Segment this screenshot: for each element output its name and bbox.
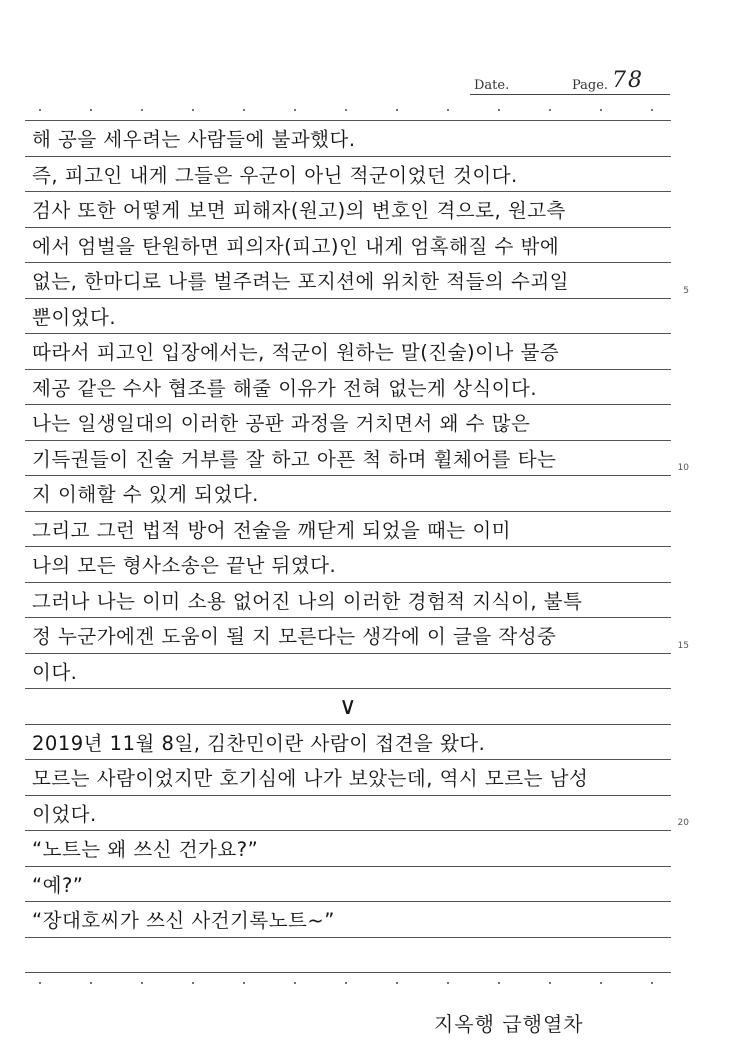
line-text: 나는 일생일대의 이러한 공판 과정을 거치면서 왜 수 많은 (32, 412, 531, 436)
text-line-11 (25, 476, 671, 512)
text-line-20 (25, 796, 689, 832)
ruling-dot (243, 982, 245, 984)
ruling-dot (90, 982, 92, 984)
line-text: “장대호씨가 쓰신 사건기록노트~” (32, 909, 335, 933)
ruling-dot (600, 982, 602, 984)
ruling-dot (498, 109, 500, 111)
text-line-22 (25, 867, 671, 903)
ruling-dot (192, 109, 194, 111)
ruling-dot (90, 109, 92, 111)
text-line-12 (25, 512, 671, 548)
text-line-21 (25, 831, 671, 867)
ruling-dot (549, 982, 551, 984)
ruling-dot (243, 109, 245, 111)
line-number: 20 (677, 818, 689, 828)
ruling-dot (39, 109, 41, 111)
line-text: 없는, 한마디로 나를 벌주려는 포지션에 위치한 적들의 수괴일 (32, 270, 570, 294)
page-number: 78 (612, 68, 644, 93)
line-text: 나의 모든 형사소송은 끝난 뒤였다. (32, 554, 337, 578)
line-number: 15 (677, 640, 689, 651)
signature: 지옥행 급행열차 (434, 1012, 584, 1036)
ruling-dot (396, 109, 398, 111)
text-line-1 (25, 121, 671, 157)
text-line-4 (25, 228, 671, 264)
text-line-10 (25, 441, 689, 477)
ruling-dot (294, 982, 296, 984)
text-line-16 (25, 654, 671, 690)
line-text: 제공 같은 수사 협조를 해줄 이유가 전혀 없는게 상식이다. (32, 376, 538, 400)
text-line-17 (25, 689, 671, 725)
ruling-dot (141, 982, 143, 984)
line-text: 이다. (32, 660, 78, 684)
line-text: 그리고 그런 법적 방어 전술을 깨닫게 되었을 때는 이미 (32, 518, 512, 542)
ruled-notebook-area (25, 100, 689, 993)
line-text: 그러나 나는 이미 소용 없어진 나의 이러한 경험적 지식이, 불특 (32, 589, 583, 613)
text-line-14 (25, 583, 671, 619)
text-line-2 (25, 157, 671, 193)
line-text: 따라서 피고인 입장에서는, 적군이 원하는 말(진술)이나 물증 (32, 341, 560, 365)
ruling-dot (294, 109, 296, 111)
ruling-dot (396, 982, 398, 984)
text-line-7 (25, 334, 671, 370)
line-text: 에서 엄벌을 탄원하면 피의자(피고)인 내게 엄혹해질 수 밖에 (32, 234, 560, 258)
page-label: Page. (572, 78, 609, 93)
ruling-dot (549, 109, 551, 111)
ruling-dot (447, 982, 449, 984)
line-text: “예?” (32, 873, 84, 897)
ruling-dot (498, 982, 500, 984)
text-line-18 (25, 725, 671, 761)
text-line-19 (25, 760, 671, 796)
text-line-13 (25, 547, 671, 583)
ruling-dot (447, 109, 449, 111)
top-dot-row (25, 100, 671, 121)
bottom-dot-row (25, 972, 671, 993)
date-label: Date. (474, 78, 510, 93)
text-line-9 (25, 405, 671, 441)
ruling-dot (345, 109, 347, 111)
ruling-dot (600, 109, 602, 111)
ruling-dot (651, 109, 653, 111)
line-text: 뿐이었다. (32, 305, 117, 329)
ruling-dot (192, 982, 194, 984)
line-text: 즉, 피고인 내게 그들은 우군이 아닌 적군이었던 것이다. (32, 163, 518, 187)
text-line-24 (25, 938, 671, 974)
ruling-dot (141, 109, 143, 111)
line-text: 정 누군가에겐 도움이 될 지 모른다는 생각에 이 글을 작성중 (32, 625, 557, 649)
text-line-6 (25, 299, 671, 335)
line-text: 해 공을 세우려는 사람들에 불과했다. (32, 128, 356, 152)
line-number: 5 (683, 285, 689, 296)
text-line-23 (25, 902, 671, 938)
line-text: “노트는 왜 쓰신 건가요?” (32, 838, 259, 862)
text-line-5 (25, 263, 689, 299)
line-text: 모르는 사람이었지만 호기심에 나가 보았는데, 역시 모르는 남성 (32, 767, 589, 791)
header-rule (470, 94, 670, 95)
text-line-15 (25, 618, 689, 654)
ruling-dot (39, 982, 41, 984)
line-text: 검사 또한 어떻게 보면 피해자(원고)의 변호인 격으로, 원고측 (32, 199, 566, 223)
ruling-dot (345, 982, 347, 984)
ruling-dot (651, 982, 653, 984)
line-text: 지 이해할 수 있게 되었다. (32, 483, 259, 507)
line-text: 이었다. (32, 802, 97, 826)
text-line-3 (25, 192, 671, 228)
section-break-mark: ∨ (338, 692, 358, 721)
line-number: 10 (677, 463, 689, 473)
line-text: 2019년 11월 8일, 김찬민이란 사람이 접견을 왔다. (32, 731, 486, 755)
text-line-8 (25, 370, 671, 406)
line-text: 기득권들이 진술 거부를 잘 하고 아픈 척 하며 휠체어를 타는 (32, 447, 557, 471)
